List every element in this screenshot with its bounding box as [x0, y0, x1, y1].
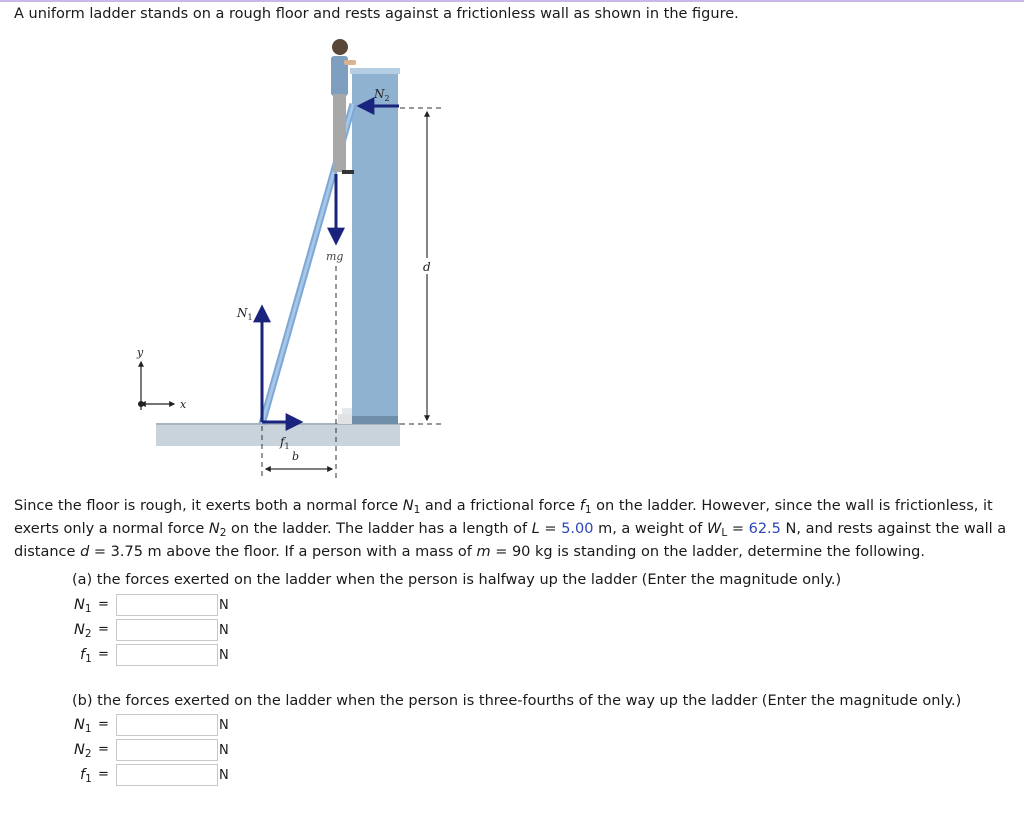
equals-sign: = [98, 647, 109, 662]
part-b-n2-input[interactable] [116, 739, 218, 761]
part-a-f1-input[interactable] [116, 644, 218, 666]
floor [156, 424, 400, 446]
wall-step [338, 414, 352, 424]
part-a-n2-row [72, 619, 242, 643]
answer-label: $f_1$ [80, 767, 92, 785]
equals-sign: = [98, 742, 109, 757]
answer-label: $N_1$ [74, 597, 92, 615]
part-b-f1-input[interactable] [116, 764, 218, 786]
d-label: d [423, 260, 431, 274]
part-a-n1-row [72, 594, 242, 618]
part-b-n1-input[interactable] [116, 714, 218, 736]
equals-sign: = [98, 767, 109, 782]
mg-label: mg [326, 250, 344, 263]
ladder-figure [120, 34, 460, 490]
xy-axes [136, 346, 187, 411]
wall [352, 70, 398, 424]
equals-sign: = [98, 597, 109, 612]
answer-label: $N_1$ [74, 717, 92, 735]
x-axis-label: x [180, 398, 187, 411]
answer-label: $N_2$ [74, 742, 92, 760]
part-b-prompt: (b) the forces exerted on the ladder when the person is three-fourths of the way up the ladder (Enter the magnitude only.) [72, 693, 962, 709]
y-axis-label: y [137, 346, 144, 359]
unit-label: N [219, 718, 229, 733]
part-a-n2-input[interactable] [116, 619, 218, 641]
wall-step [342, 408, 352, 414]
wall-shadow [352, 416, 398, 424]
part-b-n1-row [72, 714, 242, 738]
problem-description: Since the floor is rough, it exerts both a normal force $N_1$ and a frictional force $f_1$ on the ladder. However, since the wall is frictionless, it exerts only a normal force $N_2$ on the ladder. The ladder has a length of L = 5.00 m, a weight of $W_L = 62.5$ N, and rests against the wall a distance d = 3.75 m above the floor. If a person with a mass of m = 90 kg is standing on the ladder, determine the following. [14, 498, 1007, 560]
unit-label: N [219, 648, 229, 663]
equals-sign: = [98, 622, 109, 637]
equals-sign: = [98, 717, 109, 732]
answer-label: $N_2$ [74, 622, 92, 640]
unit-label: N [219, 743, 229, 758]
part-b-n2-row [72, 739, 242, 763]
f1-label: $f_1$ [280, 435, 290, 451]
problem-intro: A uniform ladder stands on a rough floor and rests against a frictionless wall as shown in the figure. [14, 6, 739, 22]
unit-label: N [219, 623, 229, 638]
answer-label: $f_1$ [80, 647, 92, 665]
n1-label: $N_1$ [237, 306, 253, 322]
unit-label: N [219, 768, 229, 783]
weight-value: 62.5 [748, 521, 781, 537]
length-value: 5.00 [561, 521, 594, 537]
n2-label: $N_2$ [374, 87, 390, 103]
unit-label: N [219, 598, 229, 613]
part-a-f1-row [72, 644, 242, 668]
part-a-n1-input[interactable] [116, 594, 218, 616]
top-border [0, 0, 1024, 2]
part-a-prompt: (a) the forces exerted on the ladder when the person is halfway up the ladder (Enter the magnitude only.) [72, 572, 842, 588]
wall-cap [350, 68, 400, 74]
b-label: b [292, 450, 300, 463]
part-b-f1-row [72, 764, 242, 788]
